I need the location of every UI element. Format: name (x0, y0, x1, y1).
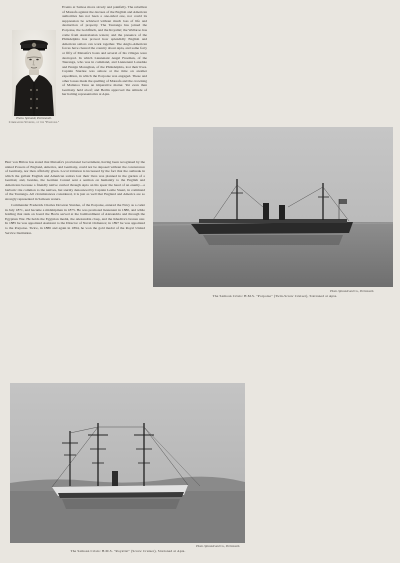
porpoise-ship-illustration (153, 127, 393, 287)
article-paragraph: Commander Frederick Charles Doveton Sturdee, of the Porpoise, entered the Navy as a cadet in July 1871, and became a midshipman in 1875. He was promoted lieutenant in 1880, and while holding that rank on board the Hecla served at the bombardment of Alexandria and through the Egyptian War. He holds the Egyptian medal, the Alexandria clasp, and the Khedive's bronze star. In 1885 he was appointed Assistant to the Director of Naval Ordnance; in 1897 he was appointed to the Porpoise. Twice, in 1886 and again in 1894, he won the gold medal of the Royal United Service Institution. (5, 202, 145, 235)
article-paragraph: Events at Samoa move slowly and painfully. The rebellion of Mataafa against the decrees of the English and American authorities has not been a one-sided one, nor could its suppression be achieved without much loss of life and destruction of property. The Tauranga has joined the Porpoise, the Goldfinch, and the Royalist; the Wallaroo has come from Australasian waters; and the presence of the Philadelphia has proved how splendidly English and American sailors can work together. The Anglo-American forces have cleared the country about Apia, and some forty or fifty of Mataafa's boats and several of his villages were destroyed. In which Lieutenant Angel Freeman, of the Tauranga, who was in command, and Lieutenant Lansdale and Ensign Monaghan, of the Philadelphia, lost their lives. Captain Sturdee was ashore at the time on another expedition, in which the Porpoise was engaged. These and other losses made the quelling of Mataafa and the crowning of Malietoa Tanu an imperative matter. Yet even then Germany held aloof; and Berlin approved the attitude of her halting representative at Apia. (62, 5, 147, 97)
portrait-photo (12, 30, 56, 116)
royalist-photo-caption: The Samoan Crisis: H.M.S. "Royalist" (Screw Cruiser), Stationed at Apia. (70, 549, 186, 553)
portrait-caption: Commander Sturdee, of the "Porpoise." (8, 119, 60, 124)
royalist-ship-illustration (10, 383, 245, 543)
royalist-photo-credit: Photo. Spicandi and Co., Portsmouth. (196, 544, 241, 548)
porpoise-photo-caption: The Samoan Crisis: H.M.S. "Porpoise" (Twin-Screw Cruiser), Stationed at Apia. (212, 294, 338, 298)
portrait-illustration (12, 30, 56, 116)
portrait-credit: Photo. Spicandi, Portsmouth. (16, 116, 52, 120)
article-column-text (62, 5, 147, 98)
royalist-photo (10, 383, 245, 543)
portrait-figure (8, 30, 60, 125)
article-paragraph: Herr von Bülow has stated that Mataafa's provisional Government, having been recognised by the united Powers of England, America, and Germany, could not be deposed without the concurrence of Germany, nor then officially given. Local irritation is increased by the fact that the outbreak in which the gallant English and American sailors lost their lives was planned in the garden of a German; and, besides, the German Consul sent a sermon on humanity to the English and Americans because a friendly native carried through Apia on his spear the head of an enemy—a barbaric rite common to the natives, but sternly denounced by Captain Leslie Stuart, in command of the Tauranga. All circumstances considered, it is just as well that England and America are so strongly represented in Samoan waters. (5, 160, 145, 201)
porpoise-photo-credit: Photo. Spicandi and Co., Portsmouth. (330, 289, 375, 293)
article-body-text (5, 160, 145, 237)
porpoise-photo (153, 127, 393, 287)
